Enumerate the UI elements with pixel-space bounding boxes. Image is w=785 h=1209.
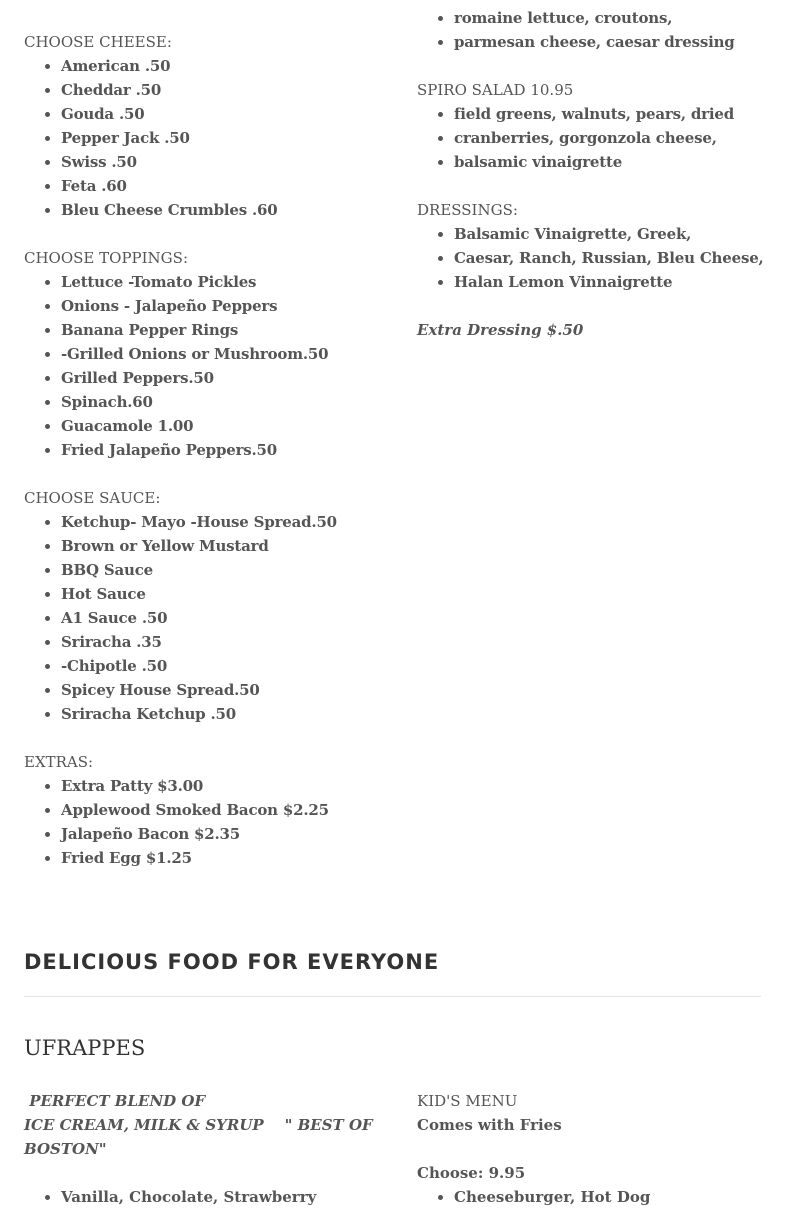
list-item: • Spinach.60 (61, 390, 384, 414)
list-item: • Fried Jalapeño Peppers.50 (61, 438, 384, 462)
kids-menu-list (417, 1185, 767, 1209)
extra-dressing-note: Extra Dressing $.50 (417, 321, 584, 339)
section-heading-wrap (24, 950, 761, 974)
kids-menu-subtitle: Comes with Fries (417, 1116, 562, 1134)
list-item: • Bleu Cheese Crumbles .60 (61, 198, 384, 222)
dressings-label: DRESSINGS: (417, 201, 518, 219)
dressings-section (417, 198, 767, 294)
cheese-list (24, 54, 384, 222)
list-item: • field greens, walnuts, pears, dried (454, 102, 767, 126)
dressings-list (417, 222, 767, 294)
kids-menu-choose: Choose: 9.95 (417, 1164, 526, 1182)
list-item: • Balsamic Vinaigrette, Greek, (454, 222, 767, 246)
list-item: • American .50 (61, 54, 384, 78)
list-item: • Swiss .50 (61, 150, 384, 174)
list-item: • Applewood Smoked Bacon $2.25 (61, 798, 384, 822)
list-item: • Cheddar .50 (61, 78, 384, 102)
section-heading: DELICIOUS FOOD FOR EVERYONE (24, 950, 440, 974)
caesar-list (417, 6, 767, 54)
right-menu-column (417, 6, 767, 342)
list-item: • Cheeseburger, Hot Dog (454, 1185, 767, 1209)
list-item: • Sriracha .35 (61, 630, 384, 654)
list-item: • Hot Sauce (61, 582, 384, 606)
spiro-list (417, 102, 767, 174)
list-item: • BBQ Sauce (61, 558, 384, 582)
kids-menu-section (417, 1089, 767, 1209)
caesar-section (417, 6, 767, 54)
spiro-label: SPIRO SALAD 10.95 (417, 81, 574, 99)
extras-list (24, 774, 384, 870)
cheese-section (24, 30, 384, 222)
kids-menu-title: KID'S MENU (417, 1092, 518, 1110)
list-item: • Sriracha Ketchup .50 (61, 702, 384, 726)
extras-section (24, 750, 384, 870)
list-item: • Grilled Peppers.50 (61, 366, 384, 390)
list-item: • cranberries, gorgonzola cheese, (454, 126, 767, 150)
list-item: • Jalapeño Bacon $2.35 (61, 822, 384, 846)
ufrappes-section (24, 1089, 384, 1209)
ufrappes-line1: PERFECT BLEND OF (24, 1092, 206, 1110)
list-item: • parmesan cheese, caesar dressing (454, 30, 767, 54)
list-item: • Lettuce -Tomato Pickles (61, 270, 384, 294)
list-item: • romaine lettuce, croutons, (454, 6, 767, 30)
list-item: • Ketchup- Mayo -House Spread.50 (61, 510, 384, 534)
list-item: • Brown or Yellow Mustard (61, 534, 384, 558)
sauce-section (24, 486, 384, 726)
list-item: • Vanilla, Chocolate, Strawberry (61, 1185, 384, 1209)
list-item: • A1 Sauce .50 (61, 606, 384, 630)
list-item: • -Chipotle .50 (61, 654, 384, 678)
list-item: • Fried Egg $1.25 (61, 846, 384, 870)
list-item: • Guacamole 1.00 (61, 414, 384, 438)
list-item: • -Grilled Onions or Mushroom.50 (61, 342, 384, 366)
list-item: • balsamic vinaigrette (454, 150, 767, 174)
cheese-label: CHOOSE CHEESE: (24, 33, 172, 51)
sauce-label: CHOOSE SAUCE: (24, 489, 161, 507)
list-item: • Extra Patty $3.00 (61, 774, 384, 798)
list-item: • Onions - Jalapeño Peppers (61, 294, 384, 318)
divider (24, 996, 761, 997)
ufrappes-title: UFRAPPES (24, 1036, 146, 1060)
list-item: • Gouda .50 (61, 102, 384, 126)
list-item: • Spicey House Spread.50 (61, 678, 384, 702)
list-item: • Halan Lemon Vinnaigrette (454, 270, 767, 294)
extras-label: EXTRAS: (24, 753, 94, 771)
toppings-label: CHOOSE TOPPINGS: (24, 249, 188, 267)
ufrappes-line2: ICE CREAM, MILK & SYRUP " BEST OF BOSTON" (24, 1116, 378, 1158)
left-menu-column (24, 30, 384, 870)
toppings-list (24, 270, 384, 462)
spiro-section (417, 78, 767, 174)
toppings-section (24, 246, 384, 462)
ufrappes-list (24, 1185, 384, 1209)
list-item: • Feta .60 (61, 174, 384, 198)
list-item: • Banana Pepper Rings (61, 318, 384, 342)
list-item: • Pepper Jack .50 (61, 126, 384, 150)
list-item: • Caesar, Ranch, Russian, Bleu Cheese, (454, 246, 767, 270)
sauce-list (24, 510, 384, 726)
